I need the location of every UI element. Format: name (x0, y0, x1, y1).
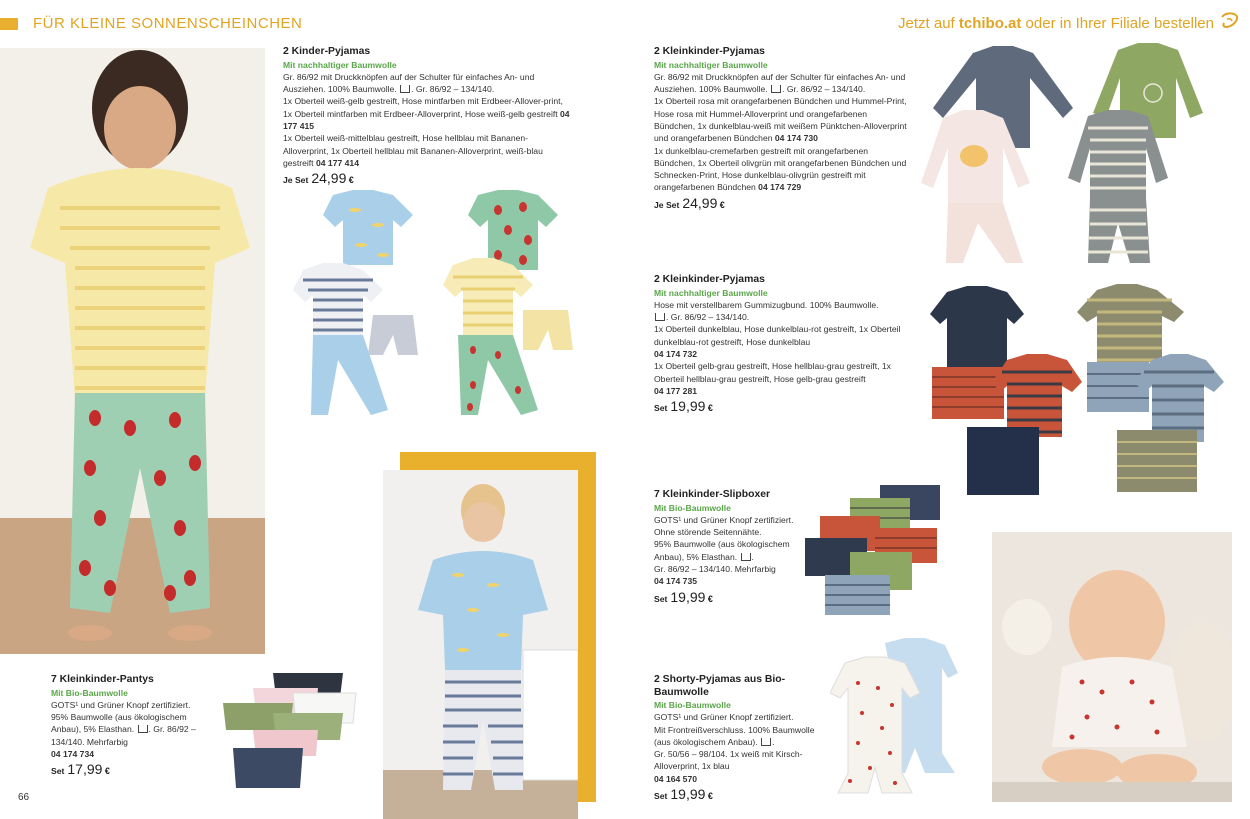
article-number: 04 174 729 (758, 182, 802, 193)
price-label: Set (654, 403, 668, 414)
material-text: 95% Baumwolle (aus ökologischem Anbau), 5% Elasthan. (51, 712, 187, 735)
stripe-pants-yellow (523, 310, 573, 350)
currency: € (707, 791, 713, 802)
article-number: 04 164 570 (654, 773, 698, 784)
variant-text: 1x dunkelblau-cremefarben gestreift mit orangefarbenen Bündchen, 1x Oberteil olivgrün mit orangefarbenen Bündchen und Schnecken-Print, Hose dunkelblau-olivgrün gestreift mit orangefarbenen Bündchen (654, 145, 907, 193)
variant-2: 1x Oberteil gelb-grau gestreift, Hose hellblau-grau gestreift, 1x Oberteil hellblau-grau gestreift, Hose gelb-grau gestreift (654, 361, 891, 384)
article-number: 04 177 414 (315, 157, 359, 168)
product-slipboxer (654, 489, 814, 605)
wash-symbol-icon (138, 725, 148, 733)
price-label: Set (654, 593, 668, 604)
variant-2 (283, 132, 573, 169)
red-stripe-tshirt (992, 354, 1082, 437)
order-hint-prefix: Jetzt auf (898, 15, 959, 32)
article-number: 04 177 281 (654, 385, 698, 396)
currency: € (707, 403, 713, 414)
girl-photo (0, 48, 265, 654)
kleinkinder-pyjamas-a-image (918, 38, 1218, 268)
article-number: 04 177 415 (283, 108, 570, 131)
product-title: 2 Kinder-Pyjamas (283, 46, 371, 57)
wash-symbol-icon (400, 85, 410, 93)
price (51, 763, 211, 777)
currency: € (348, 175, 354, 186)
price-label: Set (51, 766, 65, 777)
stripe-yellow-tshirt (1077, 284, 1184, 362)
product-description: Hose mit verstellbarem Gummizugbund. 100% Baumwolle. (654, 299, 879, 310)
product-subtitle: Mit Bio-Baumwolle (654, 700, 731, 710)
price-label: Set (654, 791, 668, 802)
yellow-stripe-shorts (1117, 430, 1197, 492)
order-hint-suffix: oder in Ihrer Filiale bestellen (1021, 15, 1214, 32)
desc-text: Gr. 86/92 mit Druckknöpfen auf der Schulter für einfaches An- und Ausziehen. 100% Baumwolle. (654, 71, 906, 95)
product-material: 95% Baumwolle (aus ökologischem Anbau), 5% Elasthan. . (654, 539, 790, 562)
product-kleinkinder-pyjamas-b (654, 274, 910, 414)
price-label: Je Set (654, 199, 680, 210)
order-hint-site-link[interactable]: tchibo.at (958, 15, 1022, 32)
price-value: 19,99 (670, 398, 706, 415)
stripe-pants (1088, 198, 1150, 263)
wash-symbol-icon (741, 553, 751, 561)
price-value: 19,99 (670, 588, 706, 605)
tchibo-logo-icon (1218, 9, 1242, 33)
slipboxer-image (800, 480, 950, 625)
desc-text: Gr. 86/92 mit Druckknöpfen auf der Schulter für einfaches An- und Ausziehen. 100% Baumwolle. (283, 71, 535, 95)
navy-shorts (967, 427, 1039, 495)
price-value: 17,99 (67, 761, 103, 778)
navy-tshirt (930, 286, 1024, 367)
wash-symbol-icon (771, 85, 781, 93)
product-description (283, 71, 573, 96)
red-stripe-shorts (932, 367, 1004, 419)
product-description: GOTS¹ und Grüner Knopf zertifiziert. (51, 699, 191, 710)
price-value: 24,99 (682, 194, 718, 211)
price (654, 400, 910, 414)
shorty-pyjamas-image (830, 633, 965, 803)
product-title: 2 Kleinkinder-Pyjamas (654, 274, 765, 285)
stripe-pants-blue (368, 315, 418, 355)
product-material (51, 711, 211, 748)
product-certification: GOTS¹ und Grüner Knopf zertifiziert. (654, 712, 794, 723)
pantys-image (218, 668, 360, 800)
variant-1: 1x Oberteil dunkelblau, Hose dunkelblau-rot gestreift, 1x Oberteil dunkelblau-rot gestreift, Hose dunkelblau (654, 324, 901, 347)
kleinkinder-pyjamas-b-image (922, 282, 1232, 502)
product-certification: GOTS¹ und Grüner Knopf zertifiziert. (654, 514, 794, 525)
material-text: 95% Baumwolle (aus ökologischem Anbau), 5% Elasthan. (654, 539, 790, 562)
desc-size: . Gr. 86/92 – 134/140. (782, 84, 866, 95)
product-kinder-pyjamas (283, 46, 573, 186)
product-shorty-pyjamas (654, 674, 826, 802)
product-title: 2 Kleinkinder-Pyjamas (654, 46, 765, 57)
section-title: FÜR KLEINE SONNENSCHEINCHEN (33, 15, 303, 32)
price-value: 24,99 (311, 170, 347, 187)
variant-1 (283, 95, 573, 132)
product-subtitle: Mit nachhaltiger Baumwolle (283, 59, 397, 70)
product-subtitle: Mit Bio-Baumwolle (654, 502, 731, 513)
product-title: 2 Shorty-Pyjamas aus Bio-Baumwolle (654, 674, 786, 698)
wash-symbol-icon (655, 313, 665, 321)
product-subtitle: Mit Bio-Baumwolle (51, 687, 128, 698)
pink-pants (946, 203, 1023, 263)
boy-photo (383, 470, 578, 819)
article-number: 04 174 735 (654, 576, 698, 587)
product-feature: Ohne störende Seitennähte. (654, 527, 762, 538)
article-number: 04 174 732 (654, 348, 698, 359)
variant-text: 1x Oberteil weiß-mittelblau gestreift, Hose hellblau mit Bananen-Alloverprint, 1x Oberteil hellblau mit Bananen-Alloverprint, weiß-blau gestreift (283, 133, 543, 168)
baby-photo (992, 532, 1232, 802)
banana-shirt (323, 190, 413, 265)
material-text: Mit Frontreißverschluss. 100% Baumwolle (aus ökologischem Anbau). (654, 724, 815, 747)
product-subtitle: Mit nachhaltiger Baumwolle (654, 287, 768, 298)
order-hint (898, 15, 1214, 32)
product-size: Gr. 86/92 – 134/140. Mehrfarbig (654, 563, 776, 574)
variant-text: 1x Oberteil weiß-gelb gestreift, Hose mintfarben mit Erdbeer-Allover-print, 1x Oberteil mintfarben mit Erdbeer-Alloverprint, Hose weiß-gelb gestreift (283, 96, 563, 119)
product-size: Gr. 50/56 – 98/104. 1x weiß mit Kirsch-Alloverprint, 1x blau (654, 749, 803, 772)
price-value: 19,99 (670, 786, 706, 803)
currency: € (719, 199, 725, 210)
product-title: 7 Kleinkinder-Slipboxer (654, 489, 771, 500)
wash-symbol-icon (761, 738, 771, 746)
size-text: . Gr. 86/92 – 134/140. Mehrfarbig (51, 724, 196, 747)
kinder-pyjamas-image (283, 185, 603, 430)
article-number: 04 174 734 (51, 748, 95, 759)
stripe-blue-shirt (293, 263, 383, 335)
header-accent-bar (0, 18, 18, 30)
desc-size: . Gr. 86/92 – 134/140. (411, 84, 495, 95)
currency: € (104, 766, 110, 777)
price (654, 194, 910, 211)
size-text: . Gr. 86/92 – 134/140. (666, 312, 750, 323)
variant-2 (654, 145, 910, 194)
product-pantys (51, 674, 211, 778)
product-size (654, 311, 910, 323)
product-description (654, 71, 910, 96)
page-number: 66 (18, 792, 30, 803)
product-kleinkinder-pyjamas-a (654, 46, 910, 211)
article-number: 04 174 730 (774, 133, 818, 144)
variant-1 (654, 95, 910, 144)
price-label: Je Set (283, 175, 309, 186)
price (654, 788, 826, 802)
currency: € (707, 593, 713, 604)
product-title: 7 Kleinkinder-Pantys (51, 674, 154, 685)
product-material: Mit Frontreißverschluss. 100% Baumwolle (aus ökologischem Anbau). . (654, 724, 815, 747)
product-subtitle: Mit nachhaltiger Baumwolle (654, 59, 768, 70)
variant-text: 1x Oberteil rosa mit orangefarbenen Bündchen und Hummel-Print, Hose rosa mit Hummel-Alloverprint und orangefarbenen Bündchen, 1x dunkelblau-weiß mit weißem Pünktchen-Alloverprint und orangefarbenen Bündchen (654, 96, 907, 144)
price (654, 588, 814, 605)
